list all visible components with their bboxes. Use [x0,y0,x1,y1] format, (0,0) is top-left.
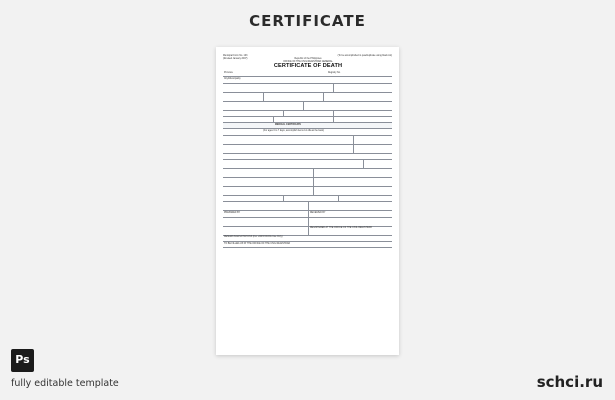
informant-row [223,202,392,211]
page-title: CERTIFICATE [249,12,366,30]
signature-row [223,187,392,196]
cause-row-2 [223,145,392,154]
certificate-document [216,47,399,355]
date-row [223,93,392,102]
medical-note-row: (For ages 0 to 7 days, accomplish items 14-19a at the back) [223,129,392,135]
certificate-title: CERTIFICATE OF DEATH [273,63,343,69]
remarks-row: REMARKS/ANNOTATIONS (For LCRO/OCRG Use Only) [223,236,392,242]
photoshop-icon: Ps [11,349,34,372]
city-row: City/Municipality [223,77,392,83]
form-body [223,71,392,248]
brand-label: schci.ru [536,373,603,391]
prepared-sign-row [223,218,392,227]
cause-row [223,136,392,145]
prepared-row: PREPARED BY RECEIVED BY [223,211,392,217]
certification-row [223,178,392,187]
external-cause-row [223,160,392,169]
place-row [223,102,392,111]
ocr-row: TO BE FILLED-UP AT THE OFFICE OF THE CIVIL REGISTRAR [223,242,392,248]
attendant-row [223,169,392,178]
medical-section-row: MEDICAL CERTIFICATE [223,123,392,129]
form-number: Municipal Form No. 103 (Revised January 2007) [223,55,248,60]
form-agency: Republic of the Philippines OFFICE OF THE CIVIL REGISTRAR GENERAL [283,58,333,63]
form-instruction: (To be accomplished in quadruplicate using black ink) [337,55,392,57]
template-caption: fully editable template [11,378,119,389]
province-row: Province Registry No. [223,71,392,77]
name-row [223,84,392,93]
registered-row: REGISTERED AT THE OFFICE OF THE CIVIL REGISTRAR [223,227,392,236]
